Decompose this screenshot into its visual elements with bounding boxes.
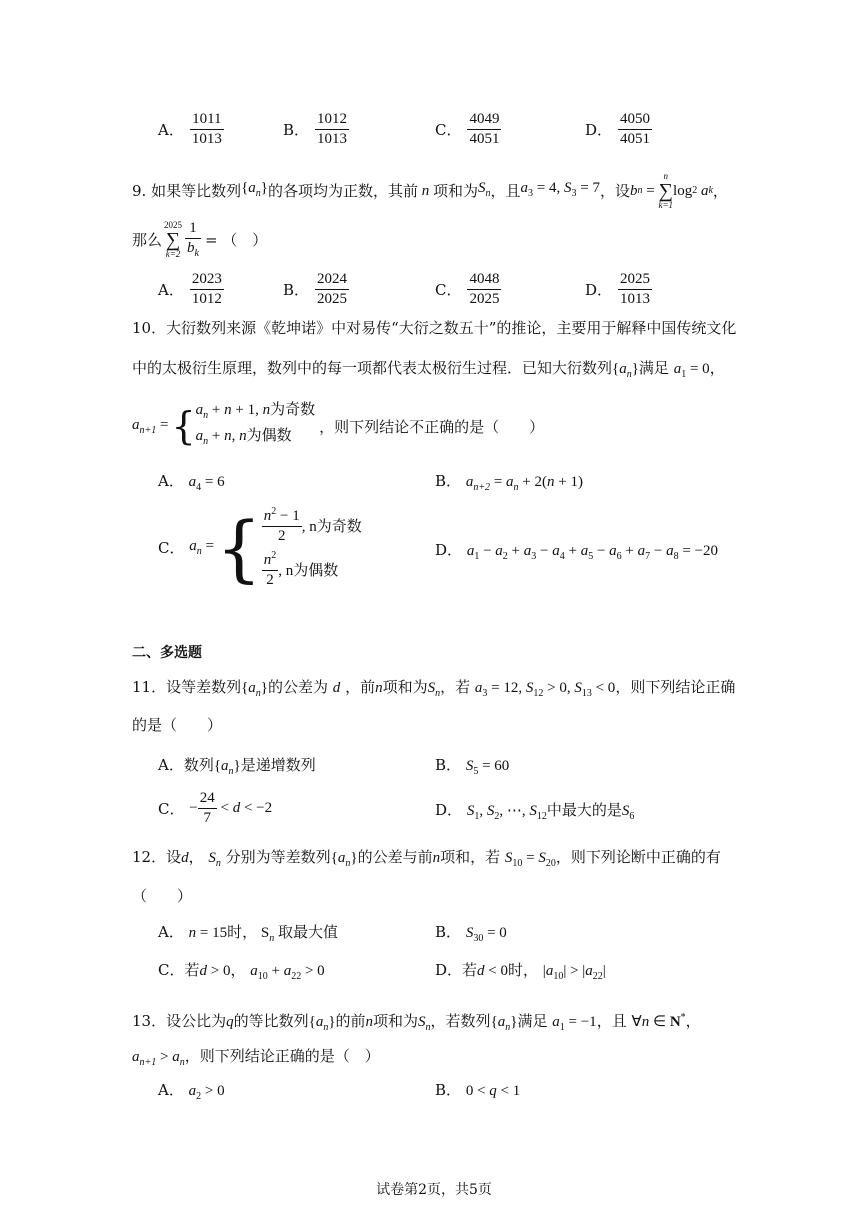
fraction bbox=[190, 111, 224, 149]
q10-text: 中的太极衍生原理，数列中的每一项都代表太极衍生过程．已知大衍数列 bbox=[132, 359, 613, 377]
q10-option-b: B． $a_{n+2} = a_n + 2(n + 1)$ bbox=[435, 472, 583, 493]
q11-text: ，则下列结论正确 bbox=[615, 678, 736, 696]
option-label: B． bbox=[435, 756, 462, 774]
q12-text: 分别为等差数列 bbox=[225, 848, 331, 866]
math-var: n bbox=[418, 183, 434, 199]
option-label: C． bbox=[158, 800, 185, 819]
q9-text: = （ ） bbox=[204, 230, 268, 249]
sum-symbol: 2025 ∑ k=2 bbox=[164, 219, 183, 259]
q13-text: ，则下列结论正确的是（ ） bbox=[184, 1047, 380, 1065]
q11-option-b: B． $S_5 = 60$ bbox=[435, 756, 510, 777]
option-label: D． bbox=[435, 541, 463, 559]
option-text: 时， bbox=[227, 923, 258, 941]
q11-text: 项和为 bbox=[382, 678, 428, 696]
q13-option-b: B． 0 < q < 1 bbox=[435, 1081, 521, 1099]
q12-text: 12．设 bbox=[132, 848, 182, 866]
q12-option-b: B． $S_{30} = 0$ bbox=[435, 923, 507, 944]
denominator: 1012 bbox=[191, 291, 222, 308]
option-label: B． bbox=[435, 923, 462, 941]
cases bbox=[196, 400, 315, 452]
numerator: 4050 bbox=[618, 111, 652, 130]
q13-line2: $a_{n+1} > a_n$，则下列结论正确的是（ ） bbox=[132, 1047, 380, 1068]
math-lhs: $a_{n+1}$ = bbox=[132, 416, 169, 436]
q12-text: ，则下列论断中正确的有 bbox=[555, 848, 721, 866]
q13-text: 的前 bbox=[335, 1012, 366, 1030]
q11-line1: 11．设等差数列$\{a_n\}$的公差为 d ，前n项和为$S_n$，若 $a_3 = 12$, $S_{12} > 0$, $S_{13} < 0$，则下列结论正确 bbox=[132, 678, 736, 699]
numerator: 2025 bbox=[618, 271, 652, 290]
case-even: $a_n + n$, n为偶数 bbox=[195, 428, 292, 447]
page-footer: 试卷第2页，共5页 bbox=[376, 1182, 492, 1198]
left-brace: { bbox=[215, 505, 262, 590]
numerator: 4049 bbox=[467, 111, 501, 130]
fraction bbox=[315, 111, 349, 149]
q10-option-c: C． $a_n$ = { $\frac{n^2 - 1}{2}$ , n为奇数 $\frac{n^2}{2}$ , n为偶数 bbox=[158, 505, 362, 590]
q10-option-d: D． $a_1 - a_2 + a_3 - a_4 + a_5 - a_6 + a_7 - a_8 = -20$ bbox=[435, 541, 719, 562]
case-odd: $a_n + n + 1$, n为奇数 bbox=[195, 402, 316, 421]
option-label: A．数列 bbox=[158, 756, 214, 774]
q9-line2 bbox=[132, 220, 267, 260]
q13-text: ，若数列 bbox=[430, 1012, 491, 1030]
math-seq: $\{a_n\}$ bbox=[241, 180, 268, 199]
left-brace: { bbox=[171, 404, 196, 448]
denominator: 1013 bbox=[620, 291, 651, 308]
option-label: C．若 bbox=[158, 961, 200, 979]
option-label: B． bbox=[283, 281, 310, 300]
option-label: C． bbox=[158, 539, 185, 557]
option-label: A． bbox=[158, 1081, 184, 1099]
numerator: 2024 bbox=[315, 271, 349, 290]
option-label: D． bbox=[585, 281, 613, 300]
option-label: A． bbox=[158, 121, 184, 140]
q9-option-b bbox=[283, 271, 349, 309]
q11-text: 的公差为 bbox=[268, 678, 329, 696]
option-label: C． bbox=[435, 121, 462, 140]
option-label: A． bbox=[158, 472, 184, 490]
q11-option-a: A．数列$\{a_n\}$是递增数列 bbox=[158, 756, 316, 777]
q10-text: ，则下列结论不正确的是（ ） bbox=[319, 417, 545, 436]
case-tail: , n为偶数 bbox=[278, 562, 339, 579]
option-label: A． bbox=[158, 281, 184, 300]
q12-option-a: A． n = 15时， $S_n$ 取最大值 bbox=[158, 923, 338, 944]
math-bn-def: b n = n ∑ k=1 log 2 a k bbox=[630, 171, 713, 210]
q12-text: 的公差与前 bbox=[357, 848, 433, 866]
option-text: 时， bbox=[508, 961, 539, 979]
q11-text: 11．设等差数列 bbox=[132, 678, 242, 696]
q13-text: 13．设公比为 bbox=[132, 1012, 227, 1030]
q13-line1: 13．设公比为q的等比数列$\{a_n\}$的前n项和为$S_n$，若数列$\{a_n\}$满足 $a_1 = -1$，且 ∀n ∈ N*， bbox=[132, 1012, 701, 1033]
option-label: B． bbox=[435, 1081, 462, 1099]
denominator: 1013 bbox=[191, 131, 222, 148]
fraction: $\frac{1}{b_k}$ bbox=[187, 220, 199, 260]
q11-option-d: D． $S_1$, $S_2$, ⋯, $S_{12}$中最大的是$S_6$ bbox=[435, 801, 635, 822]
denominator: 1013 bbox=[317, 131, 348, 148]
option-text: 是递增数列 bbox=[240, 756, 316, 774]
fraction bbox=[467, 111, 501, 149]
case-tail: , n为奇数 bbox=[301, 519, 362, 536]
numerator: 4048 bbox=[467, 271, 501, 290]
denominator: 2025 bbox=[469, 291, 500, 308]
q9-text: 那么 bbox=[132, 230, 163, 249]
option-label: D． bbox=[435, 801, 463, 819]
option-label: D． bbox=[585, 121, 613, 140]
q11-text: ，前 bbox=[345, 678, 376, 696]
option-label: B． bbox=[283, 121, 310, 140]
q10-text: 满足 bbox=[638, 359, 669, 377]
option-label: B． bbox=[435, 472, 462, 490]
q8-option-d bbox=[585, 111, 652, 149]
q12-text: 项和，若 bbox=[440, 848, 501, 866]
q8-option-c bbox=[435, 111, 501, 149]
q12-text: ， bbox=[188, 848, 204, 866]
math-cond: $a_3 = 4$, $S_3 = 7$ bbox=[520, 180, 600, 199]
option-label: D．若 bbox=[435, 961, 478, 979]
case-even: $\frac{n^2}{2}$ , n为偶数 bbox=[263, 549, 339, 588]
option-label: C． bbox=[435, 281, 462, 300]
case-odd: $\frac{n^2 - 1}{2}$ , n为奇数 bbox=[263, 506, 362, 545]
q9-text: 9. 如果等比数列 bbox=[132, 182, 242, 200]
q9-text: ，设 bbox=[599, 182, 630, 200]
q13-text: 满足 bbox=[517, 1012, 548, 1030]
denominator: 2025 bbox=[317, 291, 348, 308]
fraction bbox=[315, 271, 349, 309]
q9-line1 bbox=[132, 172, 728, 210]
fraction bbox=[618, 271, 652, 309]
q10-recurrence bbox=[132, 400, 544, 452]
q12-option-c: C．若d > 0， $a_{10} + a_{22} > 0$ bbox=[158, 961, 325, 982]
q13-text: 的等比数列 bbox=[233, 1012, 309, 1030]
q10-line2: 中的太极衍生原理，数列中的每一项都代表太极衍生过程．已知大衍数列$\{a_n\}$满足 $a_1 = 0$， bbox=[132, 359, 725, 380]
q11-option-c: C． − $\frac{24}{7}$ < d < −2 bbox=[158, 790, 273, 827]
math-seq: $\{a_n\}$ bbox=[612, 361, 639, 380]
fraction bbox=[618, 111, 652, 149]
numerator: 1012 bbox=[315, 111, 349, 130]
sum-top: 2025 bbox=[164, 219, 183, 230]
option-text: 取最大值 bbox=[277, 923, 338, 941]
q9-text: ，且 bbox=[490, 182, 521, 200]
q8-option-b bbox=[283, 111, 349, 149]
option-text: 中最大的是 bbox=[546, 801, 622, 819]
q8-option-a bbox=[158, 111, 224, 149]
q9-option-d bbox=[585, 271, 652, 309]
q11-line2: 的是（ ） bbox=[132, 716, 223, 734]
math-a1: $a_1 = 0$ bbox=[673, 361, 710, 380]
q11-text: ，若 bbox=[440, 678, 471, 696]
q9-text: 项和为 bbox=[433, 182, 479, 200]
option-label: A． bbox=[158, 923, 184, 941]
q13-text: 项和为 bbox=[373, 1012, 419, 1030]
q9-text: 的各项均为正数，其前 bbox=[268, 182, 419, 200]
fraction bbox=[467, 271, 501, 309]
math-var: $S_n$ bbox=[478, 180, 491, 199]
q10-option-a: A． $a_4 = 6$ bbox=[158, 472, 225, 493]
q9-text: ， bbox=[712, 182, 728, 200]
q9-option-a bbox=[158, 271, 224, 309]
fraction bbox=[190, 271, 224, 309]
numerator: 1011 bbox=[190, 111, 224, 130]
q10-line1: 10．大衍数列来源《乾坤诺》中对易传“大衍之数五十”的推论，主要用于解释中国传统文化 bbox=[132, 319, 737, 337]
section-heading: 二、多选题 bbox=[132, 645, 202, 661]
q13-option-a: A． $a_2 > 0$ bbox=[158, 1081, 225, 1102]
sum-bottom: k=2 bbox=[165, 248, 181, 259]
q12-option-d: D．若d < 0时， $|a_{10}| > |a_{22}|$ bbox=[435, 961, 606, 982]
q12-line1: 12．设d， $S_n$ 分别为等差数列$\{a_n\}$的公差与前n项和，若 $S_{10} = S_{20}$，则下列论断中正确的有 bbox=[132, 848, 721, 869]
numerator: 2023 bbox=[190, 271, 224, 290]
q9-option-c bbox=[435, 271, 501, 309]
q12-line2: （ ） bbox=[132, 887, 193, 905]
cases bbox=[262, 506, 362, 589]
denominator: 4051 bbox=[469, 131, 500, 148]
denominator: 4051 bbox=[620, 131, 651, 148]
q13-text: ，且 bbox=[596, 1012, 627, 1030]
